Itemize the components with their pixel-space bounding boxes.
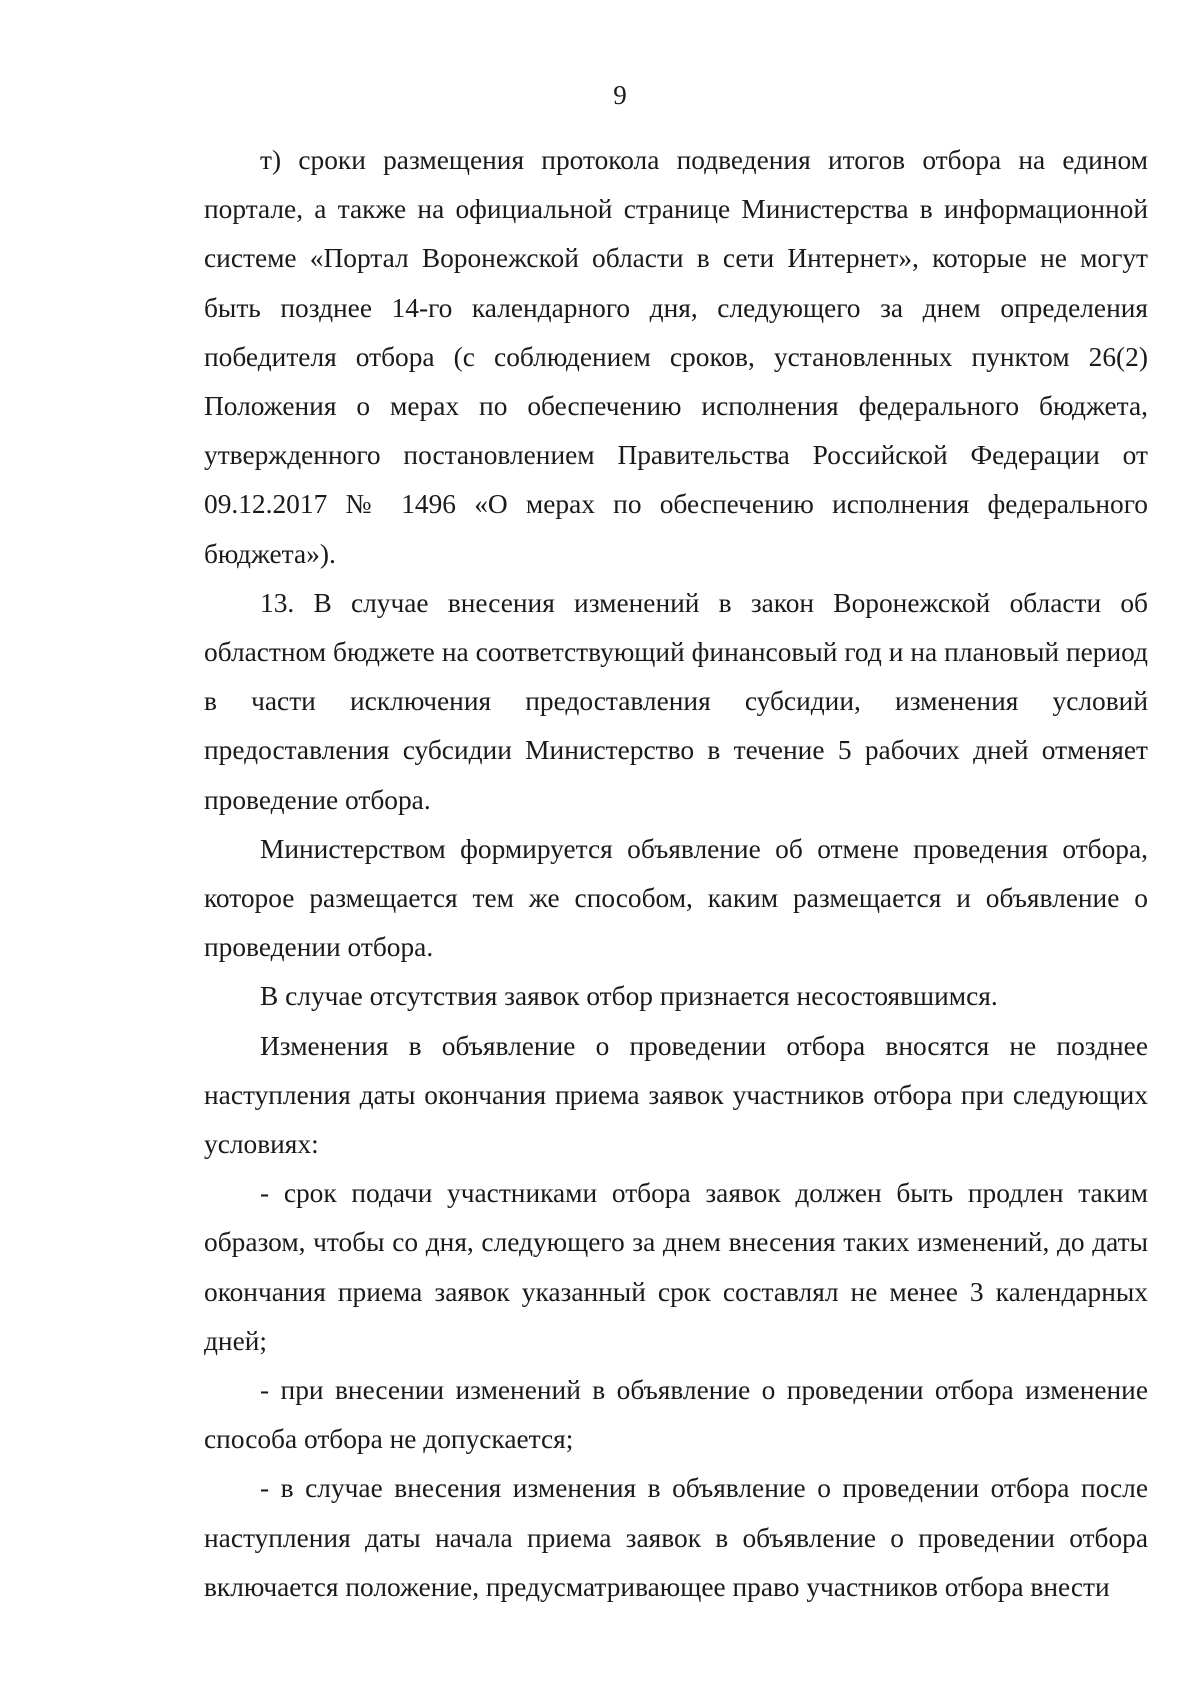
paragraph-cancellation-notice: Министерством формируется объявление об отмене проведения отбора, которое размещается тем же способом, каким размещается и объявление о проведении отбора. — [204, 833, 1148, 963]
paragraph-announcement-changes: Изменения в объявление о проведении отбора вносятся не позднее наступления даты окончания приема заявок участников отбора при следующих условиях: — [204, 1030, 1148, 1160]
list-item-deadline-extension: - срок подачи участниками отбора заявок должен быть продлен таким образом, чтобы со дня, следующего за днем внесения таких изменений, до даты окончания приема заявок указанный срок составлял не менее 3 календарных дней; — [204, 1178, 1148, 1356]
document-body — [204, 136, 1148, 1612]
paragraph-13-budget-changes: 13. В случае внесения изменений в закон Воронежской области об областном бюджете на соответствующий финансовый год и на плановый период в части исключения предоставления субсидии, изменения условий предоставления субсидии Министерство в течение 5 рабочих дней отменяет проведение отбора. — [204, 587, 1148, 815]
paragraph-no-applications: В случае отсутствия заявок отбор признается несостоявшимся. — [260, 981, 998, 1012]
list-item-participants-right: - в случае внесения изменения в объявление о проведении отбора после наступления даты начала приема заявок в объявление о проведении отбора включается положение, предусматривающее право участников отбора внести — [204, 1473, 1148, 1602]
list-item-method-unchanged: - при внесении изменений в объявление о проведении отбора изменение способа отбора не допускается; — [204, 1375, 1148, 1455]
paragraph-t-protocol-deadlines: т) сроки размещения протокола подведения итогов отбора на едином портале, а также на официальной странице Министерства в информационной системе «Портал Воронежской области в сети Интернет», которые не могут быть позднее 14-го календарного дня, следующего за днем определения победителя отбора (с соблюдением сроков, установленных пунктом 26(2) Положения о мерах по обеспечению исполнения федерального бюджета, утвержденного постановлением Правительства Российской Федерации от 09.12.2017 № 1496 «О мерах по обеспечению исполнения федерального бюджета»). — [204, 145, 1148, 569]
page-number: 9 — [613, 80, 627, 110]
